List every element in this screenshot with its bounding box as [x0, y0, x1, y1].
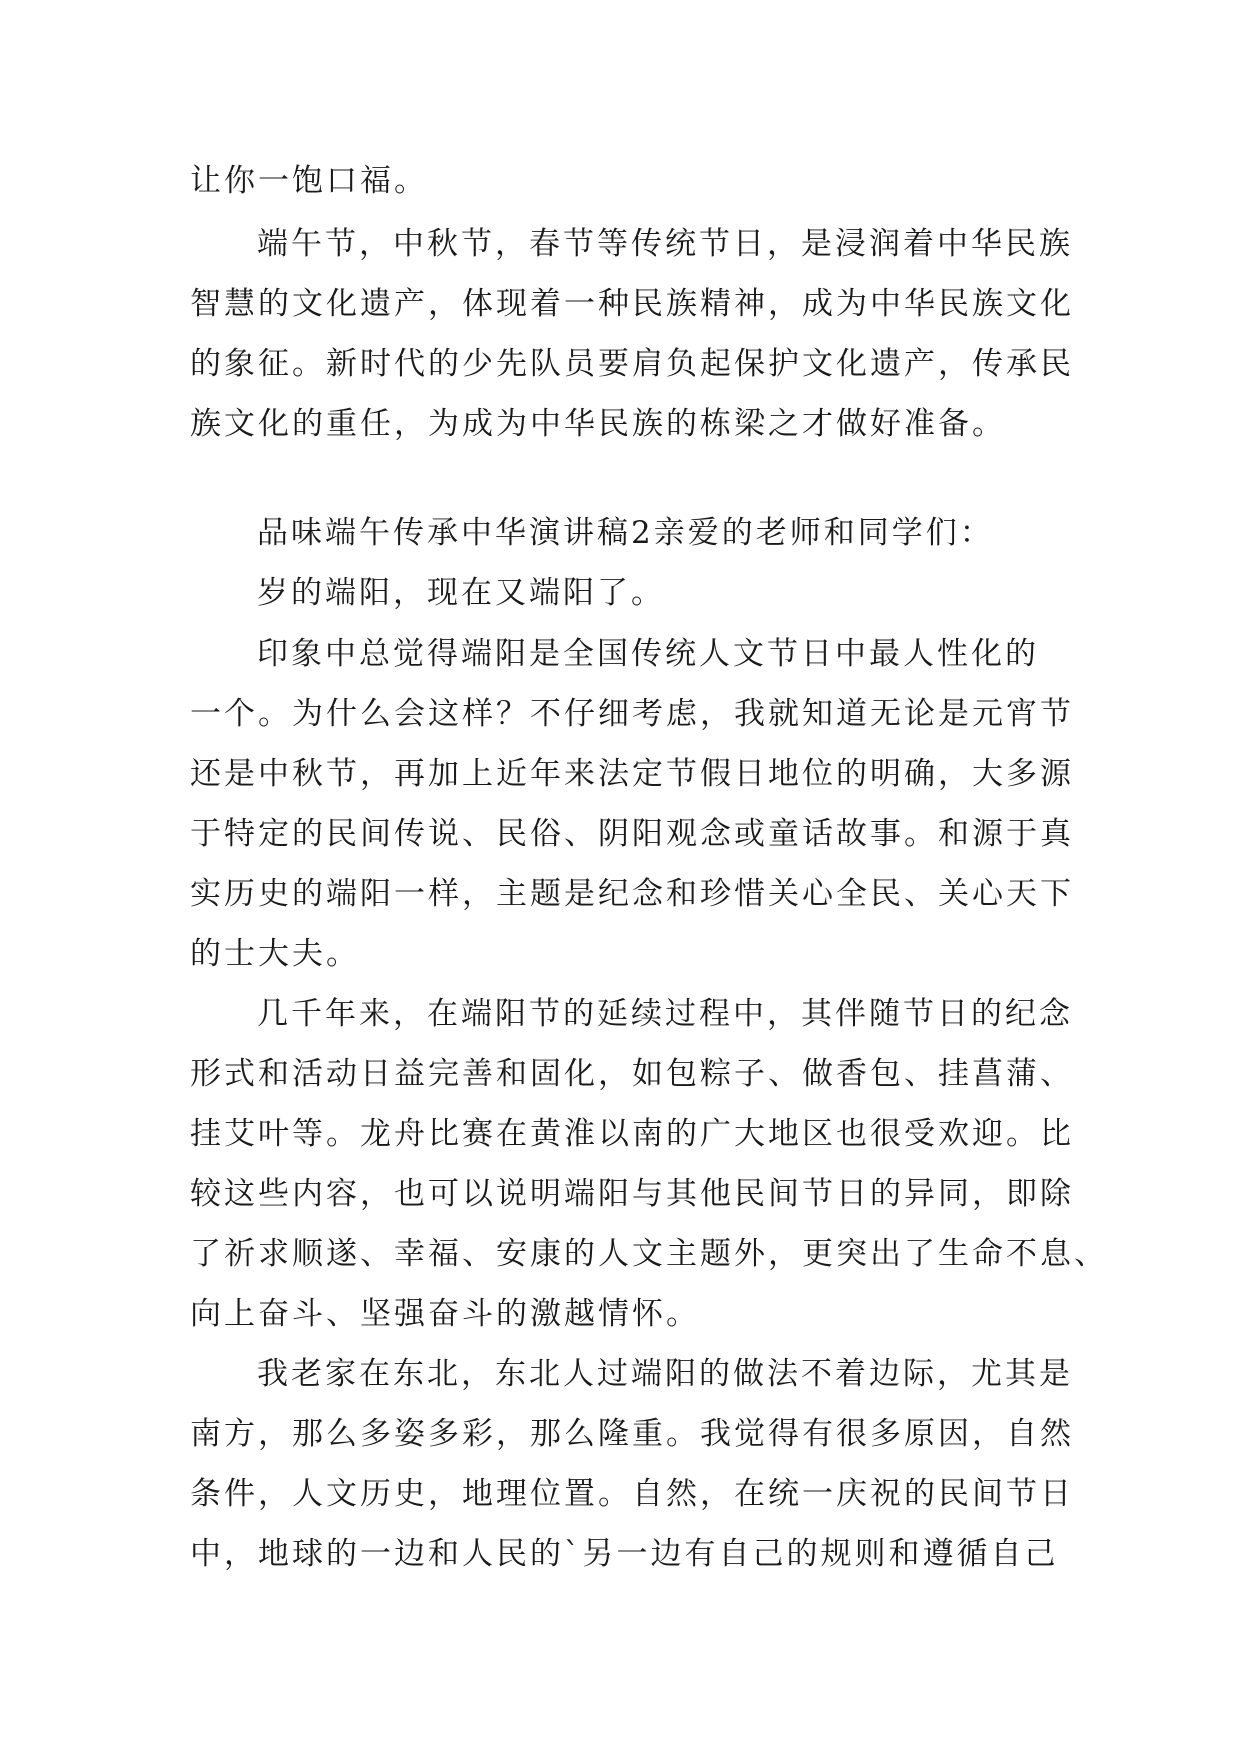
text-line: 族文化的重任，为成为中华民族的栋梁之才做好准备。: [190, 406, 1006, 442]
text-line: 印象中总觉得端阳是全国传统人文节日中最人性化的: [257, 636, 1039, 672]
text-line: 岁的端阳，现在又端阳了。: [257, 575, 665, 611]
text-line: 几千年来，在端阳节的延续过程中，其伴随节日的纪念: [257, 996, 1073, 1032]
text-line: 端午节，中秋节，春节等传统节日，是浸润着中华民族: [257, 226, 1073, 262]
text-line: 条件，人文历史，地理位置。自然，在统一庆祝的民间节日: [190, 1476, 1074, 1512]
text-line: 智慧的文化遗产，体现着一种民族精神，成为中华民族文化: [190, 286, 1074, 322]
text-line: 还是中秋节，再加上近年来法定节假日地位的明确，大多源: [190, 756, 1074, 792]
text-line: 向上奋斗、坚强奋斗的激越情怀。: [190, 1296, 700, 1332]
text-line: 南方，那么多姿多彩，那么隆重。我觉得有很多原因，自然: [190, 1416, 1074, 1452]
text-line: 较这些内容，也可以说明端阳与其他民间节日的异同，即除: [190, 1176, 1074, 1212]
text-line: 的象征。新时代的少先队员要肩负起保护文化遗产，传承民: [190, 346, 1074, 382]
text-line: 中，地球的一边和人民的`另一边有自己的规则和遵循自己: [190, 1536, 1059, 1572]
text-line: 挂艾叶等。龙舟比赛在黄淮以南的广大地区也很受欢迎。比: [190, 1116, 1074, 1152]
text-line: 我老家在东北，东北人过端阳的做法不着边际，尤其是: [257, 1356, 1073, 1392]
text-line: 了祈求顺遂、幸福、安康的人文主题外，更突出了生命不息、: [190, 1236, 1108, 1272]
text-line: 实历史的端阳一样，主题是纪念和珍惜关心全民、关心天下: [190, 876, 1074, 912]
text-line: 于特定的民间传说、民俗、阴阳观念或童话故事。和源于真: [190, 816, 1074, 852]
text-line: 一个。为什么会这样？不仔细考虑，我就知道无论是元宵节: [190, 696, 1074, 732]
text-line: 形式和活动日益完善和固化，如包粽子、做香包、挂菖蒲、: [190, 1056, 1074, 1092]
text-line: 的士大夫。: [190, 936, 360, 972]
speech-title-line: 品味端午传承中华演讲稿2亲爱的老师和同学们：: [257, 515, 994, 551]
text-line: 让你一饱口福。: [190, 163, 428, 199]
